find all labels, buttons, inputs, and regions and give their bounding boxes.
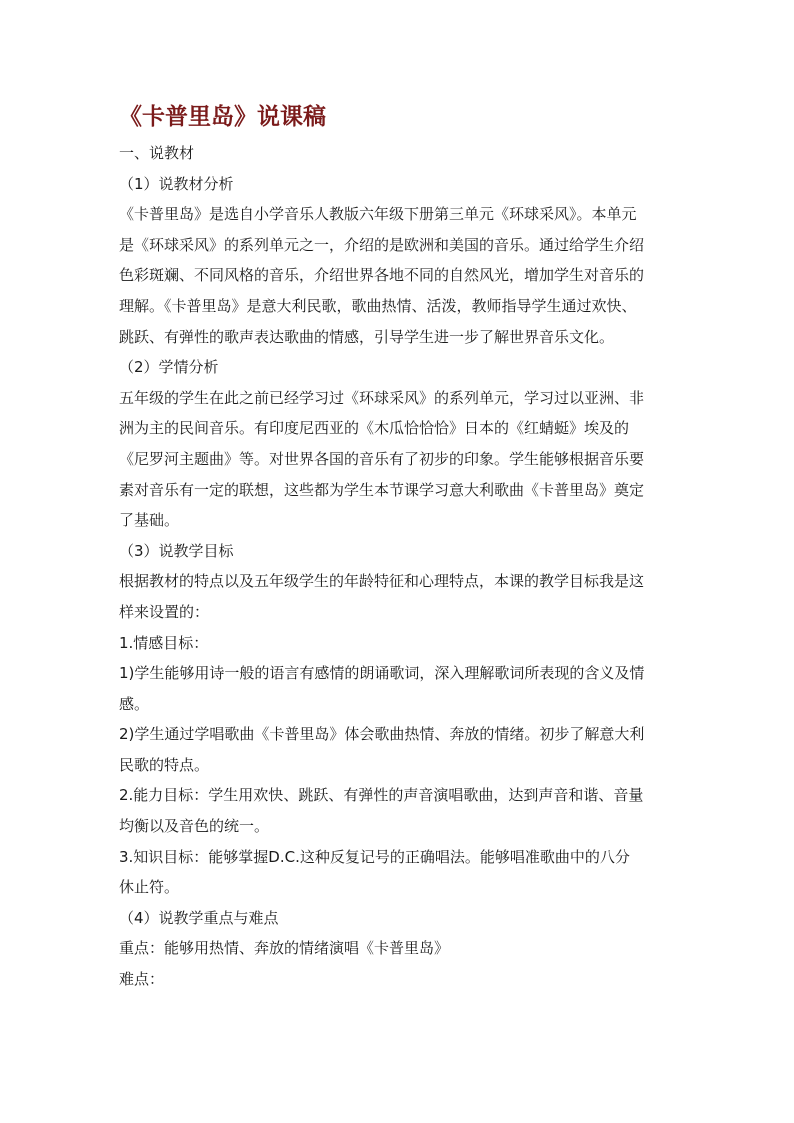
subheading-key-difficult-points: （4）说教学重点与难点 bbox=[119, 908, 279, 927]
text-line: 1)学生能够用诗一般的语言有感情的朗诵歌词，深入理解歌词所表现的含义及情 bbox=[119, 664, 645, 683]
document-page bbox=[119, 100, 679, 995]
subheading-student-analysis: （2）学情分析 bbox=[119, 358, 219, 377]
text-line: 样来设置的： bbox=[119, 602, 210, 621]
text-line: 《卡普里岛》是选自小学音乐人教版六年级下册第三单元《环球采风》。本单元 bbox=[119, 205, 637, 224]
subheading-textbook-analysis: （1）说教材分析 bbox=[119, 174, 234, 193]
text-line: 2.能力目标：学生用欢快、跳跃、有弹性的声音演唱歌曲，达到声音和谐、音量 bbox=[119, 786, 644, 805]
paragraph-textbook-analysis bbox=[119, 199, 679, 352]
goal-emotion-item-1 bbox=[119, 658, 679, 719]
paragraph-student-analysis bbox=[119, 383, 679, 536]
paragraph-teaching-goals bbox=[119, 566, 679, 627]
goal-ability bbox=[119, 780, 679, 841]
text-line: 洲为主的民间音乐。有印度尼西亚的《木瓜恰恰恰》日本的《红蜻蜓》埃及的 bbox=[119, 419, 630, 438]
text-line: 3.知识目标：能够掌握D.C.这种反复记号的正确唱法。能够唱准歌曲中的八分 bbox=[119, 847, 630, 866]
text-line: 素对音乐有一定的联想，这些都为学生本节课学习意大利歌曲《卡普里岛》奠定 bbox=[119, 480, 645, 499]
text-line: 了基础。 bbox=[119, 511, 180, 530]
text-line: 根据教材的特点以及五年级学生的年龄特征和心理特点，本课的教学目标我是这 bbox=[119, 572, 645, 591]
subheading-teaching-goals: （3）说教学目标 bbox=[119, 541, 234, 560]
goal-emotion-item-2 bbox=[119, 719, 679, 780]
goal-emotion-heading: 1.情感目标： bbox=[119, 633, 209, 652]
text-line: 跳跃、有弹性的歌声表达歌曲的情感，引导学生进一步了解世界音乐文化。 bbox=[119, 327, 615, 346]
text-line: 理解。《卡普里岛》是意大利民歌，歌曲热情、活泼，教师指导学生通过欢快、 bbox=[119, 296, 637, 315]
key-point: 重点：能够用热情、奔放的情绪演唱《卡普里岛》 bbox=[119, 939, 450, 958]
goal-knowledge bbox=[119, 842, 679, 903]
section-heading-textbook: 一、说教材 bbox=[119, 144, 195, 162]
text-line: 均衡以及音色的统一。 bbox=[119, 817, 270, 836]
text-line: 《尼罗河主题曲》等。对世界各国的音乐有了初步的印象。学生能够根据音乐要 bbox=[119, 449, 645, 468]
document-title: 《卡普里岛》说课稿 bbox=[119, 103, 326, 130]
text-line: 感。 bbox=[119, 694, 150, 713]
difficult-point: 难点： bbox=[119, 970, 165, 989]
text-line: 2)学生通过学唱歌曲《卡普里岛》体会歌曲热情、奔放的情绪。初步了解意大利 bbox=[119, 725, 645, 744]
text-line: 民歌的特点。 bbox=[119, 755, 210, 774]
text-line: 色彩斑斓、不同风格的音乐，介绍世界各地不同的自然风光，增加学生对音乐的 bbox=[119, 266, 645, 285]
text-line: 休止符。 bbox=[119, 878, 180, 897]
text-line: 五年级的学生在此之前已经学习过《环球采风》的系列单元，学习过以亚洲、非 bbox=[119, 388, 645, 407]
text-line: 是《环球采风》的系列单元之一，介绍的是欧洲和美国的音乐。通过给学生介绍 bbox=[119, 235, 645, 254]
